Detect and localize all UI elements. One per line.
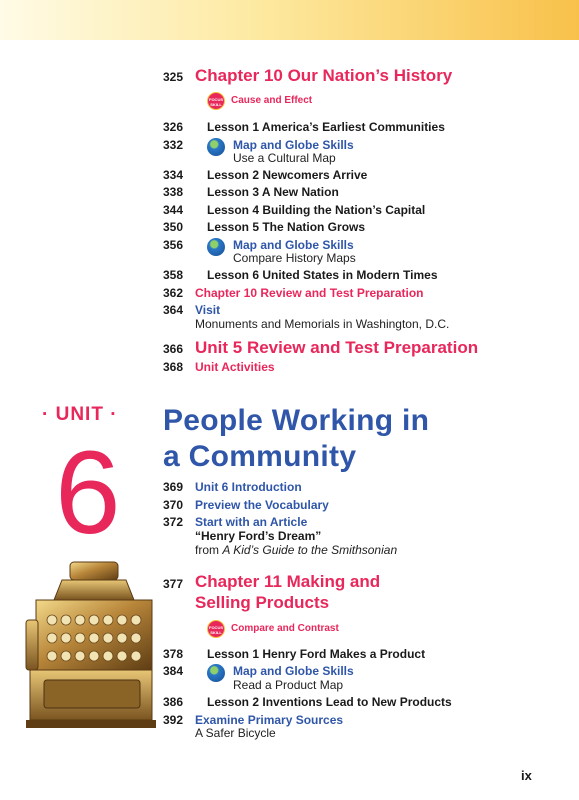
toc-page-number: 358: [163, 268, 184, 282]
toc-page-number: 377: [163, 577, 184, 591]
toc-entry[interactable]: Map and Globe Skills: [233, 664, 354, 678]
toc-entry[interactable]: Lesson 1 America’s Earliest Communities: [207, 120, 445, 134]
toc-entry[interactable]: Lesson 6 United States in Modern Times: [207, 268, 438, 282]
globe-icon: [207, 138, 225, 156]
cash-register-image: [22, 560, 156, 730]
toc-entry-subtitle: A Safer Bicycle: [195, 726, 276, 740]
article-source: from A Kid’s Guide to the Smithsonian: [195, 543, 398, 557]
article-title: “Henry Ford’s Dream”: [195, 529, 322, 543]
toc-entry[interactable]: Lesson 5 The Nation Grows: [207, 220, 366, 234]
toc-page-number: 334: [163, 168, 184, 182]
toc-page-number: 369: [163, 480, 184, 494]
toc-entry[interactable]: Lesson 2 Newcomers Arrive: [207, 168, 368, 182]
unit-review-title[interactable]: Unit 5 Review and Test Preparation: [195, 338, 479, 357]
unit-number: 6: [55, 427, 121, 559]
unit-title-line2: a Community: [163, 440, 357, 473]
chapter-title[interactable]: Chapter 11 Making and: [195, 572, 381, 591]
toc-page-number: 350: [163, 220, 184, 234]
toc-entry[interactable]: Lesson 1 Henry Ford Makes a Product: [207, 647, 426, 661]
toc-entry[interactable]: Map and Globe Skills: [233, 238, 354, 252]
toc-entry-subtitle: Compare History Maps: [233, 251, 356, 265]
toc-page-number: 386: [163, 695, 184, 709]
toc-entry[interactable]: Start with an Article: [195, 515, 308, 529]
toc-page-number: 326: [163, 120, 184, 134]
toc-page-number: 368: [163, 360, 184, 374]
toc-entry[interactable]: Unit Activities: [195, 360, 275, 374]
toc-entry[interactable]: Lesson 4 Building the Nation’s Capital: [207, 203, 426, 217]
toc-entry-subtitle: Monuments and Memorials in Washington, D.C.: [195, 317, 450, 331]
focus-skill-icon: FOCUS SKILL: [207, 92, 225, 110]
toc-entry[interactable]: Unit 6 Introduction: [195, 480, 302, 494]
toc-entry[interactable]: Visit: [195, 303, 221, 317]
toc-page-number: 366: [163, 342, 184, 356]
header-band: [0, 0, 579, 40]
toc-page-number: 325: [163, 70, 184, 84]
unit-label: · UNIT ·: [42, 404, 118, 425]
toc-page-number: 392: [163, 713, 184, 727]
unit-title-line1: People Working in: [163, 404, 430, 437]
toc-page-number: 372: [163, 515, 184, 529]
toc-entry-subtitle: Use a Cultural Map: [233, 151, 336, 165]
toc-entry-subtitle: Read a Product Map: [233, 678, 344, 692]
toc-page-number: 338: [163, 185, 184, 199]
chapter-title-line2[interactable]: Selling Products: [195, 593, 330, 612]
toc-entry[interactable]: Chapter 10 Review and Test Preparation: [195, 286, 424, 300]
toc-entry[interactable]: Examine Primary Sources: [195, 713, 344, 727]
toc-page-number: 370: [163, 498, 184, 512]
globe-icon: [207, 238, 225, 256]
page-number: ix: [521, 768, 532, 783]
toc-page-number: 332: [163, 138, 184, 152]
toc-page-number: 356: [163, 238, 184, 252]
toc-page-number: 344: [163, 203, 184, 217]
toc-entry[interactable]: Preview the Vocabulary: [195, 498, 329, 512]
chapter-title[interactable]: Chapter 10 Our Nation’s History: [195, 66, 453, 85]
toc-entry[interactable]: Map and Globe Skills: [233, 138, 354, 152]
toc-page-number: 362: [163, 286, 184, 300]
focus-skill-label: Compare and Contrast: [231, 623, 339, 634]
toc-page-number: 384: [163, 664, 184, 678]
toc-entry[interactable]: Lesson 3 A New Nation: [207, 185, 339, 199]
globe-icon: [207, 664, 225, 682]
toc-page-number: 378: [163, 647, 184, 661]
focus-skill-icon: FOCUS SKILL: [207, 620, 225, 638]
focus-skill-label: Cause and Effect: [231, 95, 313, 106]
toc-entry[interactable]: Lesson 2 Inventions Lead to New Products: [207, 695, 452, 709]
toc-page-number: 364: [163, 303, 184, 317]
